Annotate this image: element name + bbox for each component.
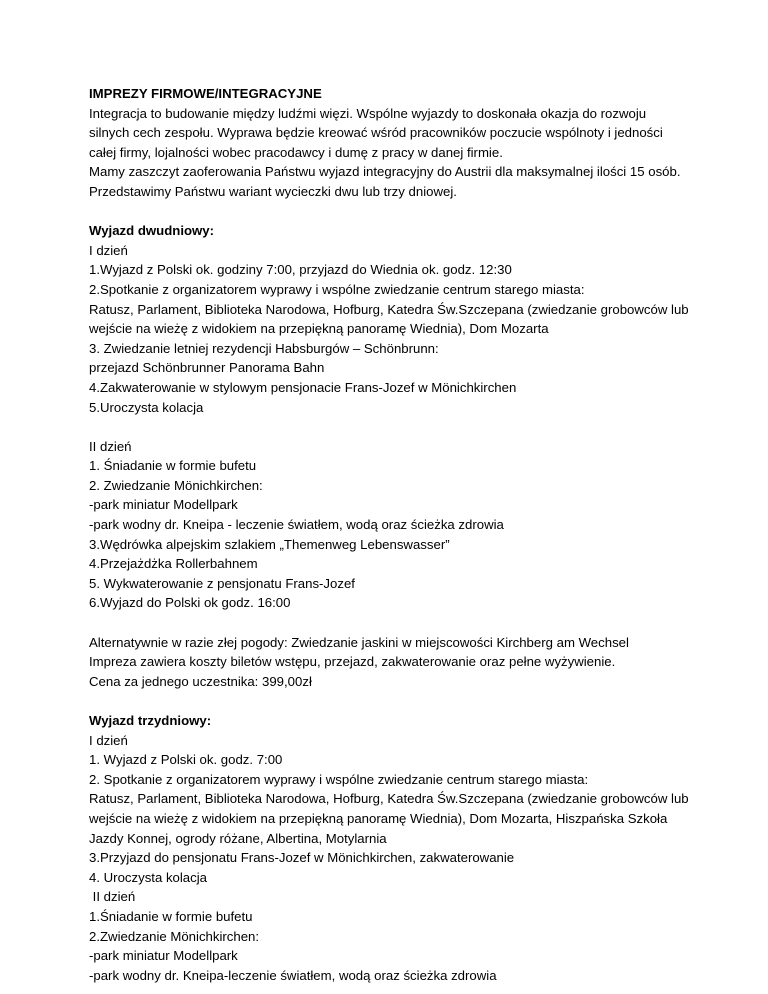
day-label: II dzień (89, 438, 132, 454)
itinerary-line: 4.Przejażdżka Rollerbahnem (89, 556, 258, 572)
itinerary-line: 1. Wyjazd z Polski ok. godz. 7:00 (89, 752, 283, 768)
includes-note: Impreza zawiera koszty biletów wstępu, przejazd, zakwaterowanie oraz pełne wyżywienie. (89, 654, 616, 670)
intro-line: Mamy zaszczyt zaoferowania Państwu wyjazd integracyjny do Austrii dla maksymalnej ilości 15 osób. (89, 164, 681, 180)
itinerary-line: 2. Zwiedzanie Mönichkirchen: (89, 477, 263, 493)
itinerary-line: -park wodny dr. Kneipa-leczenie światłem, wodą oraz ścieżka zdrowia (89, 967, 497, 983)
paragraph-gap (89, 417, 739, 437)
itinerary-line: -park miniatur Modellpark (89, 948, 238, 964)
document-title: IMPREZY FIRMOWE/INTEGRACYJNE (89, 86, 322, 101)
itinerary-line: 4. Uroczysta kolacja (89, 869, 207, 885)
itinerary-line: 2.Zwiedzanie Mönichkirchen: (89, 928, 260, 944)
itinerary-line: 2.Spotkanie z organizatorem wyprawy i wspólne zwiedzanie centrum starego miasta: (89, 281, 585, 297)
alternative-note: Alternatywnie w razie złej pogody: Zwiedzanie jaskini w miejscowości Kirchberg am Wechsel (89, 634, 629, 650)
itinerary-line: -park miniatur Modellpark (89, 497, 238, 513)
itinerary-line: przejazd Schönbrunner Panorama Bahn (89, 360, 325, 376)
document-page (89, 84, 739, 985)
itinerary-line: Jazdy Konnej, ogrody różane, Albertina, Motylarnia (89, 830, 387, 846)
three-day-heading: Wyjazd trzydniowy: (89, 713, 212, 728)
itinerary-line: 4.Zakwaterowanie w stylowym pensjonacie Frans-Jozef w Mönichkirchen (89, 379, 517, 395)
itinerary-line: -park wodny dr. Kneipa - leczenie światłem, wodą oraz ścieżka zdrowia (89, 517, 504, 533)
day-label: I dzień (89, 732, 128, 748)
intro-line: silnych cech zespołu. Wyprawa będzie kreować wśród pracowników poczucie wspólnoty i jedności (89, 125, 663, 141)
paragraph-gap (89, 691, 739, 711)
paragraph-gap (89, 613, 739, 633)
intro-line: Przedstawimy Państwu wariant wycieczki dwu lub trzy dniowej. (89, 183, 457, 199)
day-label: II dzień (89, 889, 136, 905)
two-day-heading: Wyjazd dwudniowy: (89, 223, 215, 239)
itinerary-line: 2. Spotkanie z organizatorem wyprawy i wspólne zwiedzanie centrum starego miasta: (89, 771, 589, 787)
itinerary-line: 5. Wykwaterowanie z pensjonatu Frans-Jozef (89, 575, 355, 591)
itinerary-line: Ratusz, Parlament, Biblioteka Narodowa, Hofburg, Katedra Św.Szczepana (zwiedzanie grobowców lub (89, 791, 689, 807)
itinerary-line: 3. Zwiedzanie letniej rezydencji Habsburgów – Schönbrunn: (89, 340, 439, 356)
itinerary-line: 6.Wyjazd do Polski ok godz. 16:00 (89, 595, 291, 611)
itinerary-line: 5.Uroczysta kolacja (89, 399, 204, 415)
itinerary-line: Ratusz, Parlament, Biblioteka Narodowa, Hofburg, Katedra Św.Szczepana (zwiedzanie grobowców lub (89, 301, 689, 317)
itinerary-line: 1.Śniadanie w formie bufetu (89, 908, 253, 924)
itinerary-line: 3.Przyjazd do pensjonatu Frans-Jozef w Mönichkirchen, zakwaterowanie (89, 850, 515, 866)
day-label: I dzień (89, 242, 128, 258)
itinerary-line: 1.Wyjazd z Polski ok. godziny 7:00, przyjazd do Wiednia ok. godz. 12:30 (89, 262, 512, 278)
itinerary-line: 3.Wędrówka alpejskim szlakiem „Themenweg Lebenswasser” (89, 536, 450, 552)
itinerary-line: wejście na wieżę z widokiem na przepiękną panoramę Wiednia), Dom Mozarta, Hiszpańska Szkoła (89, 810, 668, 826)
intro-line: całej firmy, lojalności wobec pracodawcy i dumę z pracy w danej firmie. (89, 144, 503, 160)
itinerary-line: 1. Śniadanie w formie bufetu (89, 458, 257, 474)
paragraph-gap (89, 202, 739, 222)
price-line: Cena za jednego uczestnika: 399,00zł (89, 673, 312, 689)
intro-line: Integracja to budowanie między ludźmi więzi. Wspólne wyjazdy to doskonała okazja do rozwoju (89, 105, 647, 121)
itinerary-line: wejście na wieżę z widokiem na przepiękną panoramę Wiednia), Dom Mozarta (89, 321, 549, 337)
